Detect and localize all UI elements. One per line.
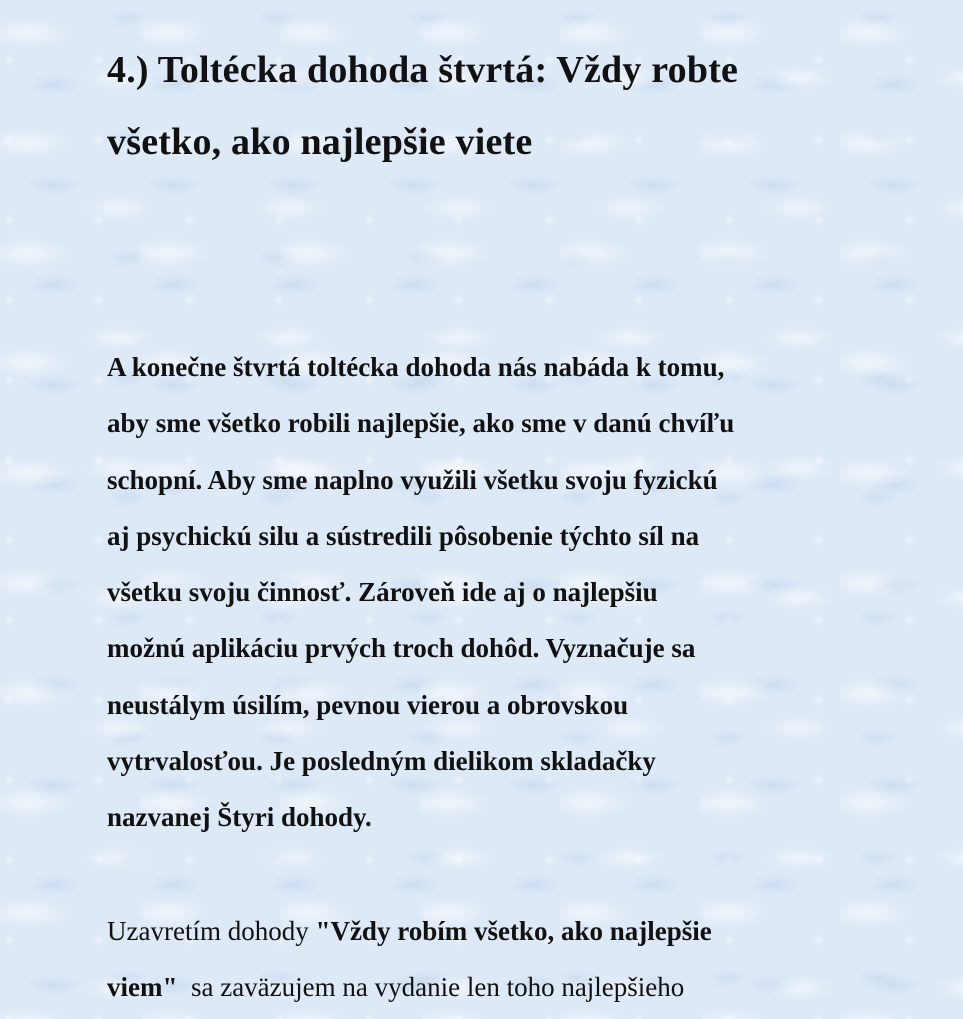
- paragraph-line: A konečne štvrtá toltécka dohoda nás nabáda k tomu,: [107, 352, 725, 382]
- article-heading: [107, 0, 897, 178]
- heading-line: všetko, ako najlepšie viete: [107, 121, 533, 163]
- paragraph-line: nazvanej Štyri dohody.: [107, 802, 372, 833]
- text-bold-quote: "Vždy robím všetko, ako najlepšie: [315, 916, 712, 946]
- paragraph-line: všetku svoju činnosť. Zároveň ide aj o najlepšiu: [107, 577, 658, 608]
- article: [107, 0, 897, 1002]
- paragraph-line: [107, 959, 897, 1015]
- text-bold-quote: viem": [107, 972, 178, 1002]
- paragraph-line: [107, 903, 897, 959]
- paragraph-line: schopní. Aby sme naplno využili všetku svoju fyzickú: [107, 464, 718, 495]
- text-normal: sa zaväzujem na vydanie len toho najlepšieho: [177, 972, 685, 1002]
- text-normal: Uzavretím dohody: [107, 916, 316, 946]
- paragraph-line: aj psychickú silu a sústredili pôsobenie týchto síl na: [107, 520, 700, 551]
- paragraph-line: vytrvalosťou. Je posledným dielikom skladačky: [107, 746, 656, 777]
- heading-line: 4.) Toltécka dohoda štvrtá: Vždy robte: [107, 49, 739, 91]
- paragraph-line: neustálym úsilím, pevnou vierou a obrovskou: [107, 689, 629, 720]
- paragraph-second: [107, 903, 897, 1015]
- paragraph-line: aby sme všetko robili najlepšie, ako sme v danú chvíľu: [107, 408, 735, 439]
- paragraph-main: [107, 339, 897, 846]
- paragraph-line: možnú aplikáciu prvých troch dohôd. Vyznačuje sa: [107, 633, 696, 664]
